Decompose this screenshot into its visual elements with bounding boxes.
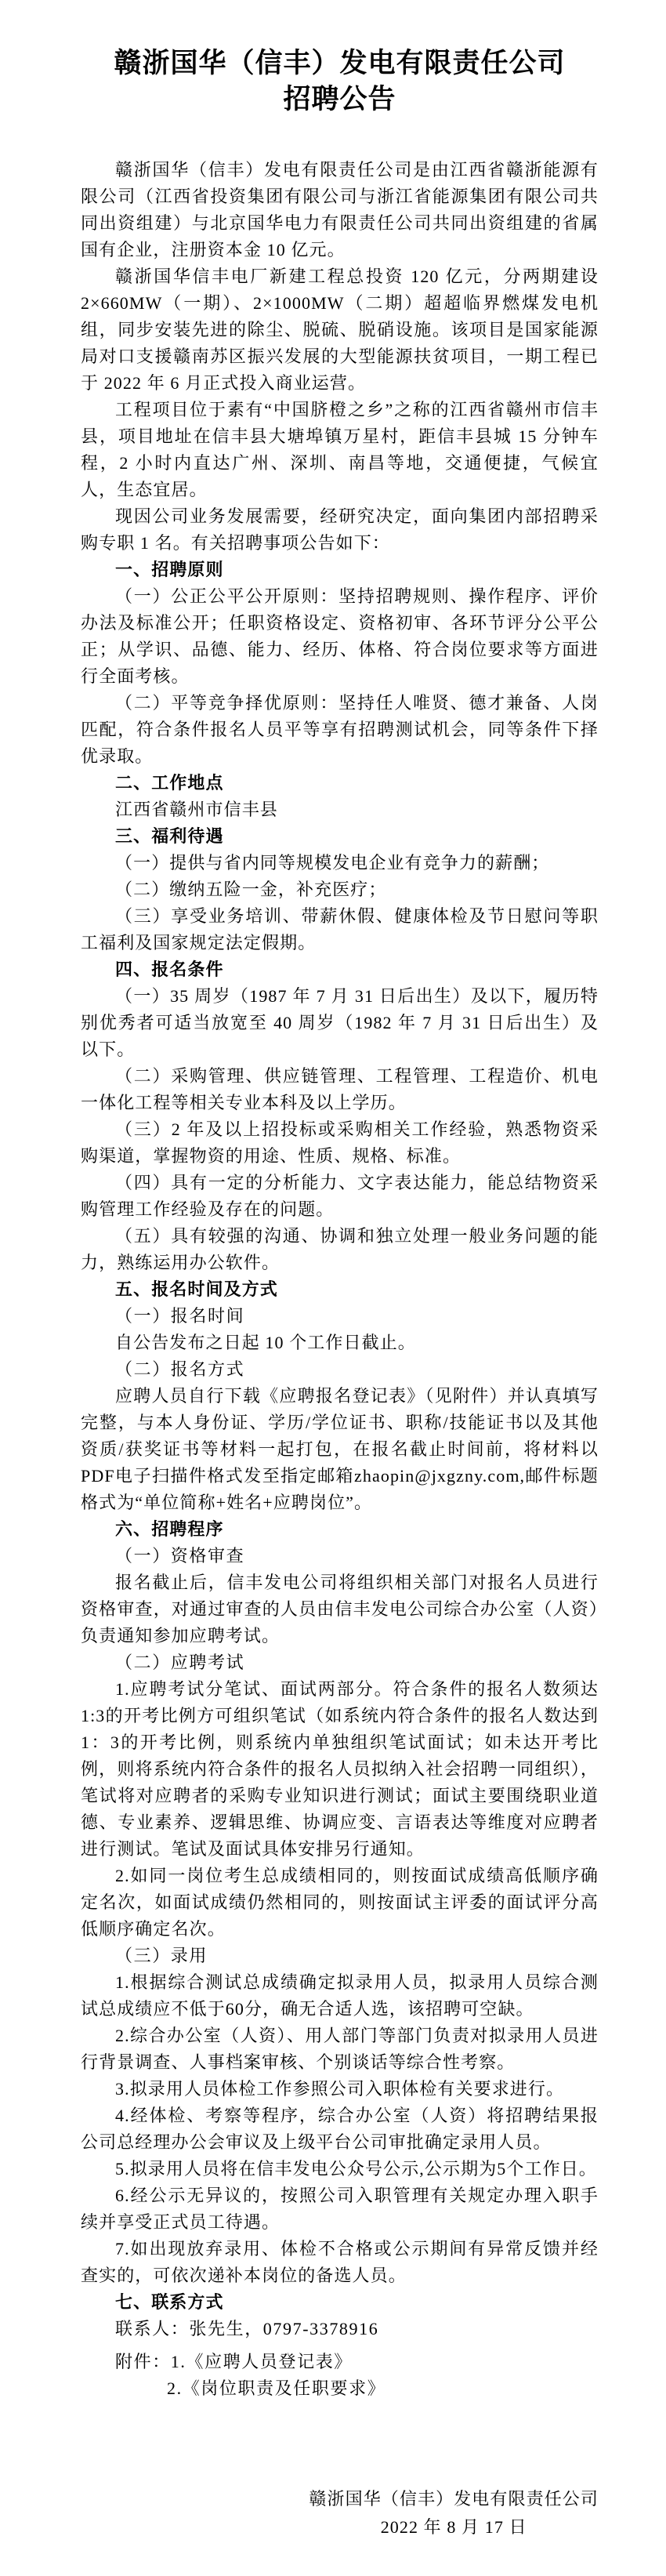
paragraph: 工程项目位于素有“中国脐橙之乡”之称的江西省赣州市信丰县，项目地址在信丰县大塘埠镇万星村，距信丰县城 15 分钟车程，2 小时内直达广州、深圳、南昌等地，交通便捷，气候宜人，生态宜居。	[81, 400, 599, 499]
signature-block	[309, 2485, 599, 2542]
document-body	[81, 157, 599, 2402]
document-title-line1: 赣浙国华（信丰）发电有限责任公司	[114, 48, 566, 78]
paragraph: （四）具有一定的分析能力、文字表达能力，能总结物资采购管理工作经验及存在的问题。	[81, 1173, 599, 1219]
paragraph: 现因公司业务发展需要，经研究决定，面向集团内部招聘采购专职 1 名。有关招聘事项公告如下：	[81, 506, 599, 553]
paragraph: 江西省赣州市信丰县	[115, 800, 278, 819]
paragraph: 赣浙国华信丰电厂新建工程总投资 120 亿元，分两期建设 2×660MW（一期）、2×1000MW（二期）超超临界燃煤发电机组，同步安装先进的除尘、脱硫、脱硝设施。该项目是国家能源局对口支援赣南苏区振兴发展的大型能源扶贫项目，一期工程已于 2022 年 6 月正式投入商业运营。	[81, 267, 599, 393]
section-heading: 七、联系方式	[115, 2292, 224, 2312]
paragraph: （二）采购管理、供应链管理、工程管理、工程造价、机电一体化工程等相关专业本科及以上学历。	[81, 1066, 599, 1112]
section-heading: 三、福利待遇	[115, 826, 224, 846]
paragraph: （五）具有较强的沟通、协调和独立处理一般业务问题的能力，熟练运用办公软件。	[81, 1226, 599, 1272]
attachment-line: 2.《岗位职责及任职要求》	[167, 2378, 386, 2398]
paragraph: 应聘人员自行下载《应聘报名登记表》（见附件）并认真填写完整，与本人身份证、学历/学位证书、职称/技能证书以及其他资质/获奖证书等材料一起打包，在报名截止时间前，将材料以PDF电子扫描件格式发至指定邮箱zhaopin@jxgzny.com,邮件标题格式为“单位简称+姓名+应聘岗位”。	[81, 1386, 599, 1512]
paragraph: 1.根据综合测试总成绩确定拟录用人员，拟录用人员综合测试总成绩应不低于60分，确无合适人选，该招聘可空缺。	[81, 1972, 599, 2019]
paragraph: 6.经公示无异议的，按照公司入职管理有关规定办理入职手续并享受正式员工待遇。	[81, 2186, 599, 2232]
paragraph: 4.经体检、考察等程序，综合办公室（人资）将招聘结果报公司总经理办公会审议及上级平台公司审批确定录用人员。	[81, 2106, 599, 2152]
sub-heading: （三）录用	[115, 1946, 208, 1965]
signature-company: 赣浙国华（信丰）发电有限责任公司	[309, 2489, 599, 2509]
section-heading: 四、报名条件	[115, 960, 224, 979]
attachment-line: 附件：1.《应聘人员登记表》	[115, 2352, 353, 2371]
section-heading: 一、招聘原则	[115, 560, 224, 579]
signature-date: 2022 年 8 月 17 日	[380, 2517, 527, 2537]
paragraph: 3.拟录用人员体检工作参照公司入职体检有关要求进行。	[115, 2079, 565, 2099]
sub-heading: （二）应聘考试	[115, 1653, 245, 1672]
paragraph: 7.如出现放弃录用、体检不合格或公示期间有异常反馈并经查实的，可依次递补本岗位的备选人员。	[81, 2239, 599, 2285]
paragraph: 赣浙国华（信丰）发电有限责任公司是由江西省赣浙能源有限公司（江西省投资集团有限公司与浙江省能源集团有限公司共同出资组建）与北京国华电力有限责任公司共同出资组建的省属国有企业，注册资本金 10 亿元。	[81, 160, 599, 259]
document-title	[81, 45, 599, 118]
section-heading: 二、工作地点	[115, 773, 224, 793]
sub-heading: （二）报名方式	[115, 1359, 245, 1379]
sub-heading: （一）报名时间	[115, 1306, 245, 1326]
paragraph: 2.综合办公室（人资）、用人部门等部门负责对拟录用人员进行背景调查、人事档案审核、个别谈话等综合性考察。	[81, 2026, 599, 2072]
paragraph: （一）公正公平公开原则：坚持招聘规则、操作程序、评价办法及标准公开；任职资格设定、资格初审、各环节评分公平公正；从学识、品德、能力、经历、体格、符合岗位要求等方面进行全面考核。	[81, 586, 599, 686]
paragraph: （一）35 周岁（1987 年 7 月 31 日后出生）及以下，履历特别优秀者可适当放宽至 40 周岁（1982 年 7 月 31 日后出生）及以下。	[81, 986, 599, 1059]
sub-heading: 联系人：张先生，0797-3378916	[115, 2319, 379, 2338]
paragraph: 5.拟录用人员将在信丰发电公众号公示,公示期为5个工作日。	[115, 2159, 597, 2179]
document-title-line2: 招聘公告	[283, 84, 396, 114]
sub-heading: （一）资格审查	[115, 1546, 245, 1566]
section-heading: 六、招聘程序	[115, 1519, 224, 1539]
paragraph: 自公告发布之日起 10 个工作日截止。	[115, 1333, 416, 1352]
paragraph: （一）提供与省内同等规模发电企业有竞争力的薪酬；	[115, 853, 550, 873]
paragraph: 2.如同一岗位考生总成绩相同的，则按面试成绩高低顺序确定名次，如面试成绩仍然相同的，则按面试主评委的面试评分高低顺序确定名次。	[81, 1866, 599, 1939]
paragraph: 报名截止后，信丰发电公司将组织相关部门对报名人员进行资格审查，对通过审查的人员由信丰发电公司综合办公室（人资）负责通知参加应聘考试。	[81, 1573, 599, 1645]
paragraph: （三）享受业务培训、带薪休假、健康体检及节日慰问等职工福利及国家规定法定假期。	[81, 906, 599, 952]
paragraph: （二）平等竞争择优原则：坚持任人唯贤、德才兼备、人岗匹配，符合条件报名人员平等享有招聘测试机会，同等条件下择优录取。	[81, 693, 599, 766]
paragraph: （三）2 年及以上招投标或采购相关工作经验，熟悉物资采购渠道，掌握物资的用途、性质、规格、标准。	[81, 1119, 599, 1166]
paragraph: 1.应聘考试分笔试、面试两部分。符合条件的报名人数须达1:3的开考比例方可组织笔试（如系统内符合条件的报名人数达到1：3的开考比例，则系统内单独组织笔试面试；如未达开考比例，则将系统内符合条件的报名人员拟纳入社会招聘一同组织），笔试将对应聘者的采购专业知识进行测试；面试主要围绕职业道德、专业素养、逻辑思维、协调应变、言语表达等维度对应聘者进行测试。笔试及面试具体安排另行通知。	[81, 1679, 599, 1859]
section-heading: 五、报名时间及方式	[115, 1279, 278, 1299]
paragraph: （二）缴纳五险一金，补充医疗；	[115, 880, 387, 899]
